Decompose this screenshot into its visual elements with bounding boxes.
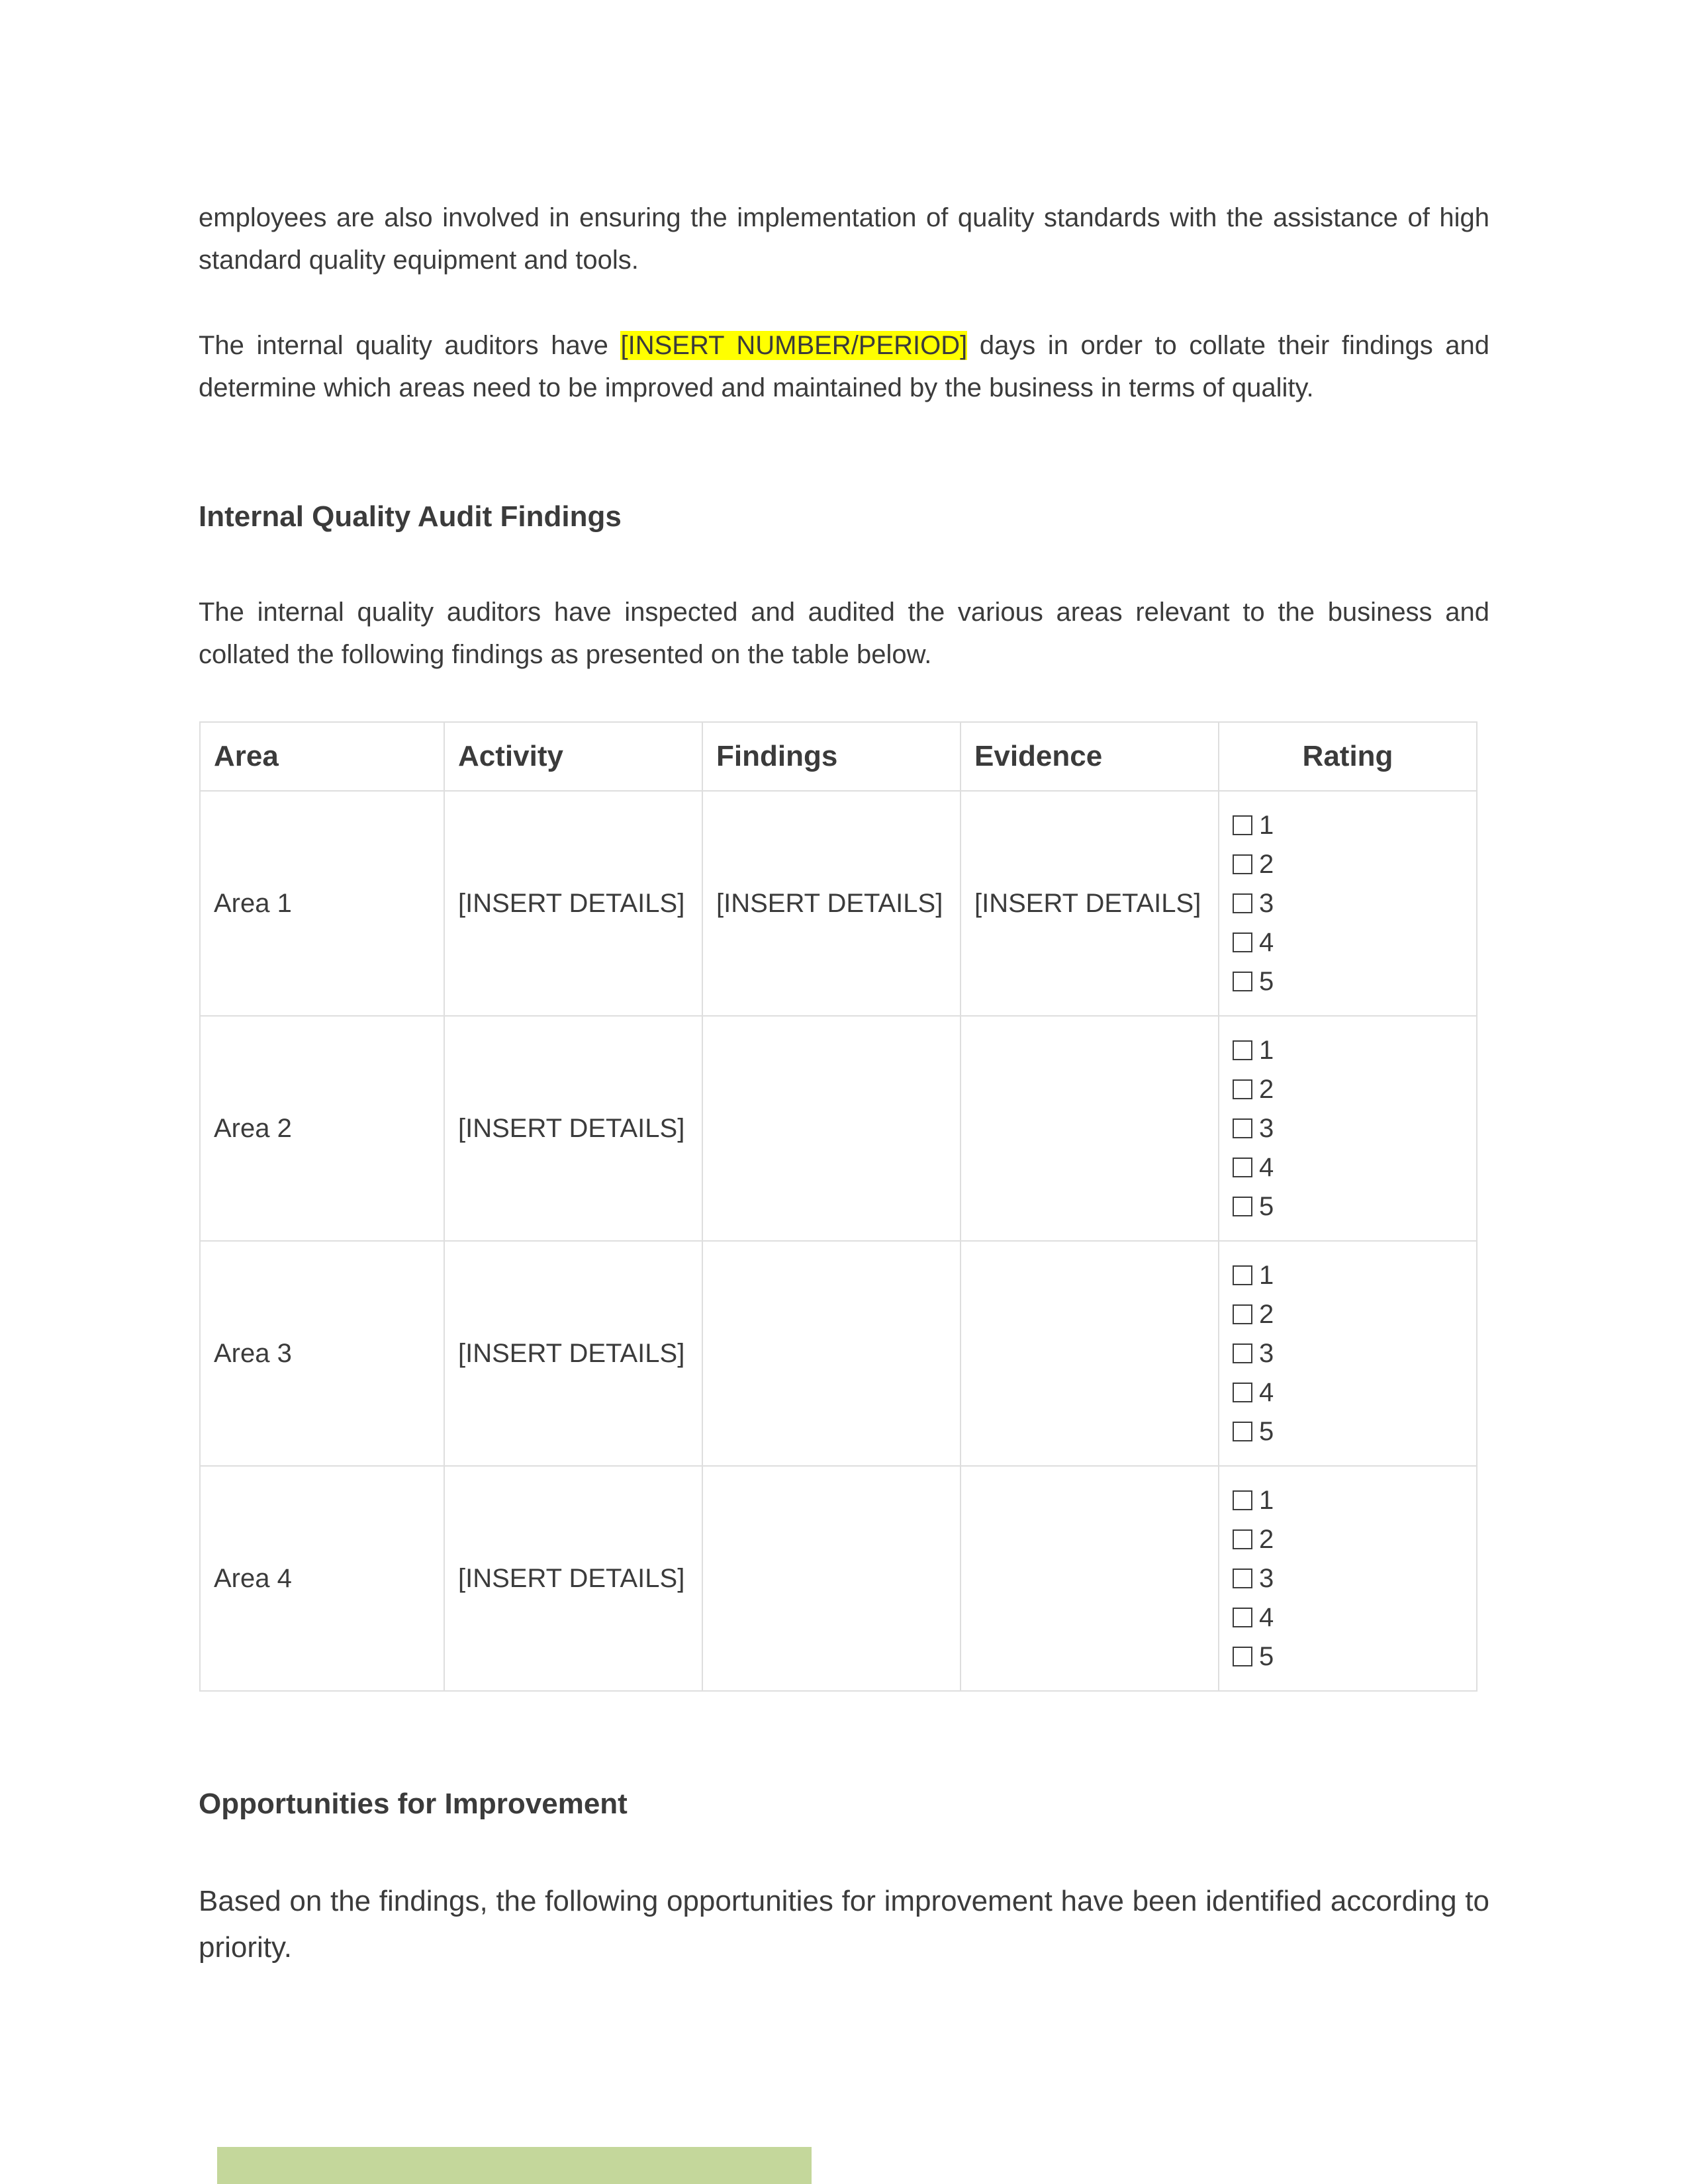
rating-option[interactable] [1233, 1373, 1274, 1412]
evidence-cell[interactable] [961, 1466, 1219, 1691]
checkbox-icon[interactable] [1233, 1118, 1252, 1138]
rating-option-label: 3 [1259, 1563, 1274, 1593]
rating-option-label: 5 [1259, 966, 1274, 996]
rating-option-label: 4 [1259, 1377, 1274, 1407]
checkbox-icon[interactable] [1233, 1197, 1252, 1216]
rating-option-label: 4 [1259, 1602, 1274, 1632]
table-row [200, 791, 1477, 1016]
improvement-description: Based on the findings, the following opportunities for improvement have been identified according to priority. [199, 1885, 1489, 1964]
timeline-text-after: days in order to collate their findings and determine which areas need to be improved and maintained by the business in terms of quality. [199, 331, 1489, 402]
rating-cell [1219, 1241, 1477, 1466]
rating-option[interactable] [1233, 962, 1274, 1001]
rating-option[interactable] [1233, 1187, 1274, 1226]
evidence-cell[interactable] [961, 1241, 1219, 1466]
checkbox-icon[interactable] [1233, 1422, 1252, 1441]
checkbox-icon[interactable] [1233, 1529, 1252, 1549]
rating-option-label: 1 [1259, 1260, 1274, 1290]
area-cell: Area 3 [200, 1241, 444, 1466]
checkbox-icon[interactable] [1233, 1265, 1252, 1285]
rating-option-label: 1 [1259, 1485, 1274, 1515]
checkbox-icon[interactable] [1233, 972, 1252, 991]
checkbox-icon[interactable] [1233, 1490, 1252, 1510]
checkbox-icon[interactable] [1233, 1647, 1252, 1666]
rating-option-label: 4 [1259, 1152, 1274, 1182]
rating-option[interactable] [1233, 1520, 1274, 1559]
rating-option-label: 3 [1259, 888, 1274, 918]
checkbox-icon[interactable] [1233, 1383, 1252, 1402]
rating-cell [1219, 1466, 1477, 1691]
checkbox-icon[interactable] [1233, 1569, 1252, 1588]
rating-option[interactable] [1233, 1295, 1274, 1334]
checkbox-icon[interactable] [1233, 1343, 1252, 1363]
rating-options [1233, 1481, 1274, 1676]
rating-option[interactable] [1233, 1256, 1274, 1295]
rating-option[interactable] [1233, 1412, 1274, 1451]
checkbox-icon[interactable] [1233, 933, 1252, 952]
area-cell: Area 2 [200, 1016, 444, 1241]
rating-option-label: 2 [1259, 849, 1274, 879]
rating-option[interactable] [1233, 1109, 1274, 1148]
rating-option-label: 1 [1259, 1035, 1274, 1065]
column-header-area: Area [200, 722, 444, 791]
column-header-findings: Findings [702, 722, 961, 791]
rating-option-label: 4 [1259, 927, 1274, 957]
evidence-cell[interactable] [961, 1016, 1219, 1241]
table-row [200, 1241, 1477, 1466]
timeline-text-before: The internal quality auditors have [199, 331, 621, 360]
rating-option-label: 3 [1259, 1338, 1274, 1368]
rating-options [1233, 806, 1274, 1001]
table-header-row [200, 722, 1477, 791]
accent-bar [217, 2147, 812, 2184]
checkbox-icon[interactable] [1233, 1158, 1252, 1177]
area-cell: Area 4 [200, 1466, 444, 1691]
rating-option-label: 3 [1259, 1113, 1274, 1143]
evidence-cell[interactable]: [INSERT DETAILS] [961, 791, 1219, 1016]
rating-option[interactable] [1233, 1481, 1274, 1520]
timeline-placeholder-highlight[interactable]: [INSERT NUMBER/PERIOD] [620, 331, 968, 360]
checkbox-icon[interactable] [1233, 1040, 1252, 1060]
column-header-rating: Rating [1219, 722, 1477, 791]
activity-cell[interactable]: [INSERT DETAILS] [444, 1241, 702, 1466]
findings-cell[interactable] [702, 1241, 961, 1466]
findings-cell[interactable] [702, 1466, 961, 1691]
rating-option[interactable] [1233, 1559, 1274, 1598]
checkbox-icon[interactable] [1233, 1608, 1252, 1627]
rating-option[interactable] [1233, 806, 1274, 845]
rating-option[interactable] [1233, 845, 1274, 884]
checkbox-icon[interactable] [1233, 854, 1252, 874]
intro-continuation-paragraph: employees are also involved in ensuring the implementation of quality standards with the assistance of high standard quality equipment and tools. [199, 203, 1489, 275]
rating-option-label: 2 [1259, 1074, 1274, 1104]
findings-heading: Internal Quality Audit Findings [199, 500, 622, 533]
area-cell: Area 1 [200, 791, 444, 1016]
rating-option-label: 5 [1259, 1416, 1274, 1446]
rating-option[interactable] [1233, 1070, 1274, 1109]
rating-option[interactable] [1233, 1598, 1274, 1637]
rating-option-label: 5 [1259, 1641, 1274, 1671]
checkbox-icon[interactable] [1233, 1079, 1252, 1099]
improvement-heading: Opportunities for Improvement [199, 1788, 628, 1820]
rating-option[interactable] [1233, 923, 1274, 962]
rating-option-label: 5 [1259, 1191, 1274, 1221]
checkbox-icon[interactable] [1233, 815, 1252, 835]
rating-options [1233, 1031, 1274, 1226]
rating-option-label: 2 [1259, 1524, 1274, 1554]
rating-option[interactable] [1233, 1031, 1274, 1070]
rating-option-label: 1 [1259, 810, 1274, 840]
rating-option[interactable] [1233, 1148, 1274, 1187]
rating-option-label: 2 [1259, 1299, 1274, 1329]
rating-option[interactable] [1233, 884, 1274, 923]
findings-table [199, 721, 1477, 1692]
rating-cell [1219, 791, 1477, 1016]
activity-cell[interactable]: [INSERT DETAILS] [444, 1466, 702, 1691]
rating-option[interactable] [1233, 1637, 1274, 1676]
table-body [200, 791, 1477, 1691]
rating-cell [1219, 1016, 1477, 1241]
column-header-activity: Activity [444, 722, 702, 791]
activity-cell[interactable]: [INSERT DETAILS] [444, 791, 702, 1016]
table-row [200, 1016, 1477, 1241]
findings-cell[interactable] [702, 1016, 961, 1241]
rating-option[interactable] [1233, 1334, 1274, 1373]
findings-cell[interactable]: [INSERT DETAILS] [702, 791, 961, 1016]
findings-description: The internal quality auditors have inspected and audited the various areas relevant to the business and collated the following findings as presented on the table below. [199, 598, 1489, 669]
column-header-evidence: Evidence [961, 722, 1219, 791]
checkbox-icon[interactable] [1233, 893, 1252, 913]
activity-cell[interactable]: [INSERT DETAILS] [444, 1016, 702, 1241]
rating-options [1233, 1256, 1274, 1451]
checkbox-icon[interactable] [1233, 1304, 1252, 1324]
timeline-paragraph [199, 324, 1489, 409]
table-row [200, 1466, 1477, 1691]
